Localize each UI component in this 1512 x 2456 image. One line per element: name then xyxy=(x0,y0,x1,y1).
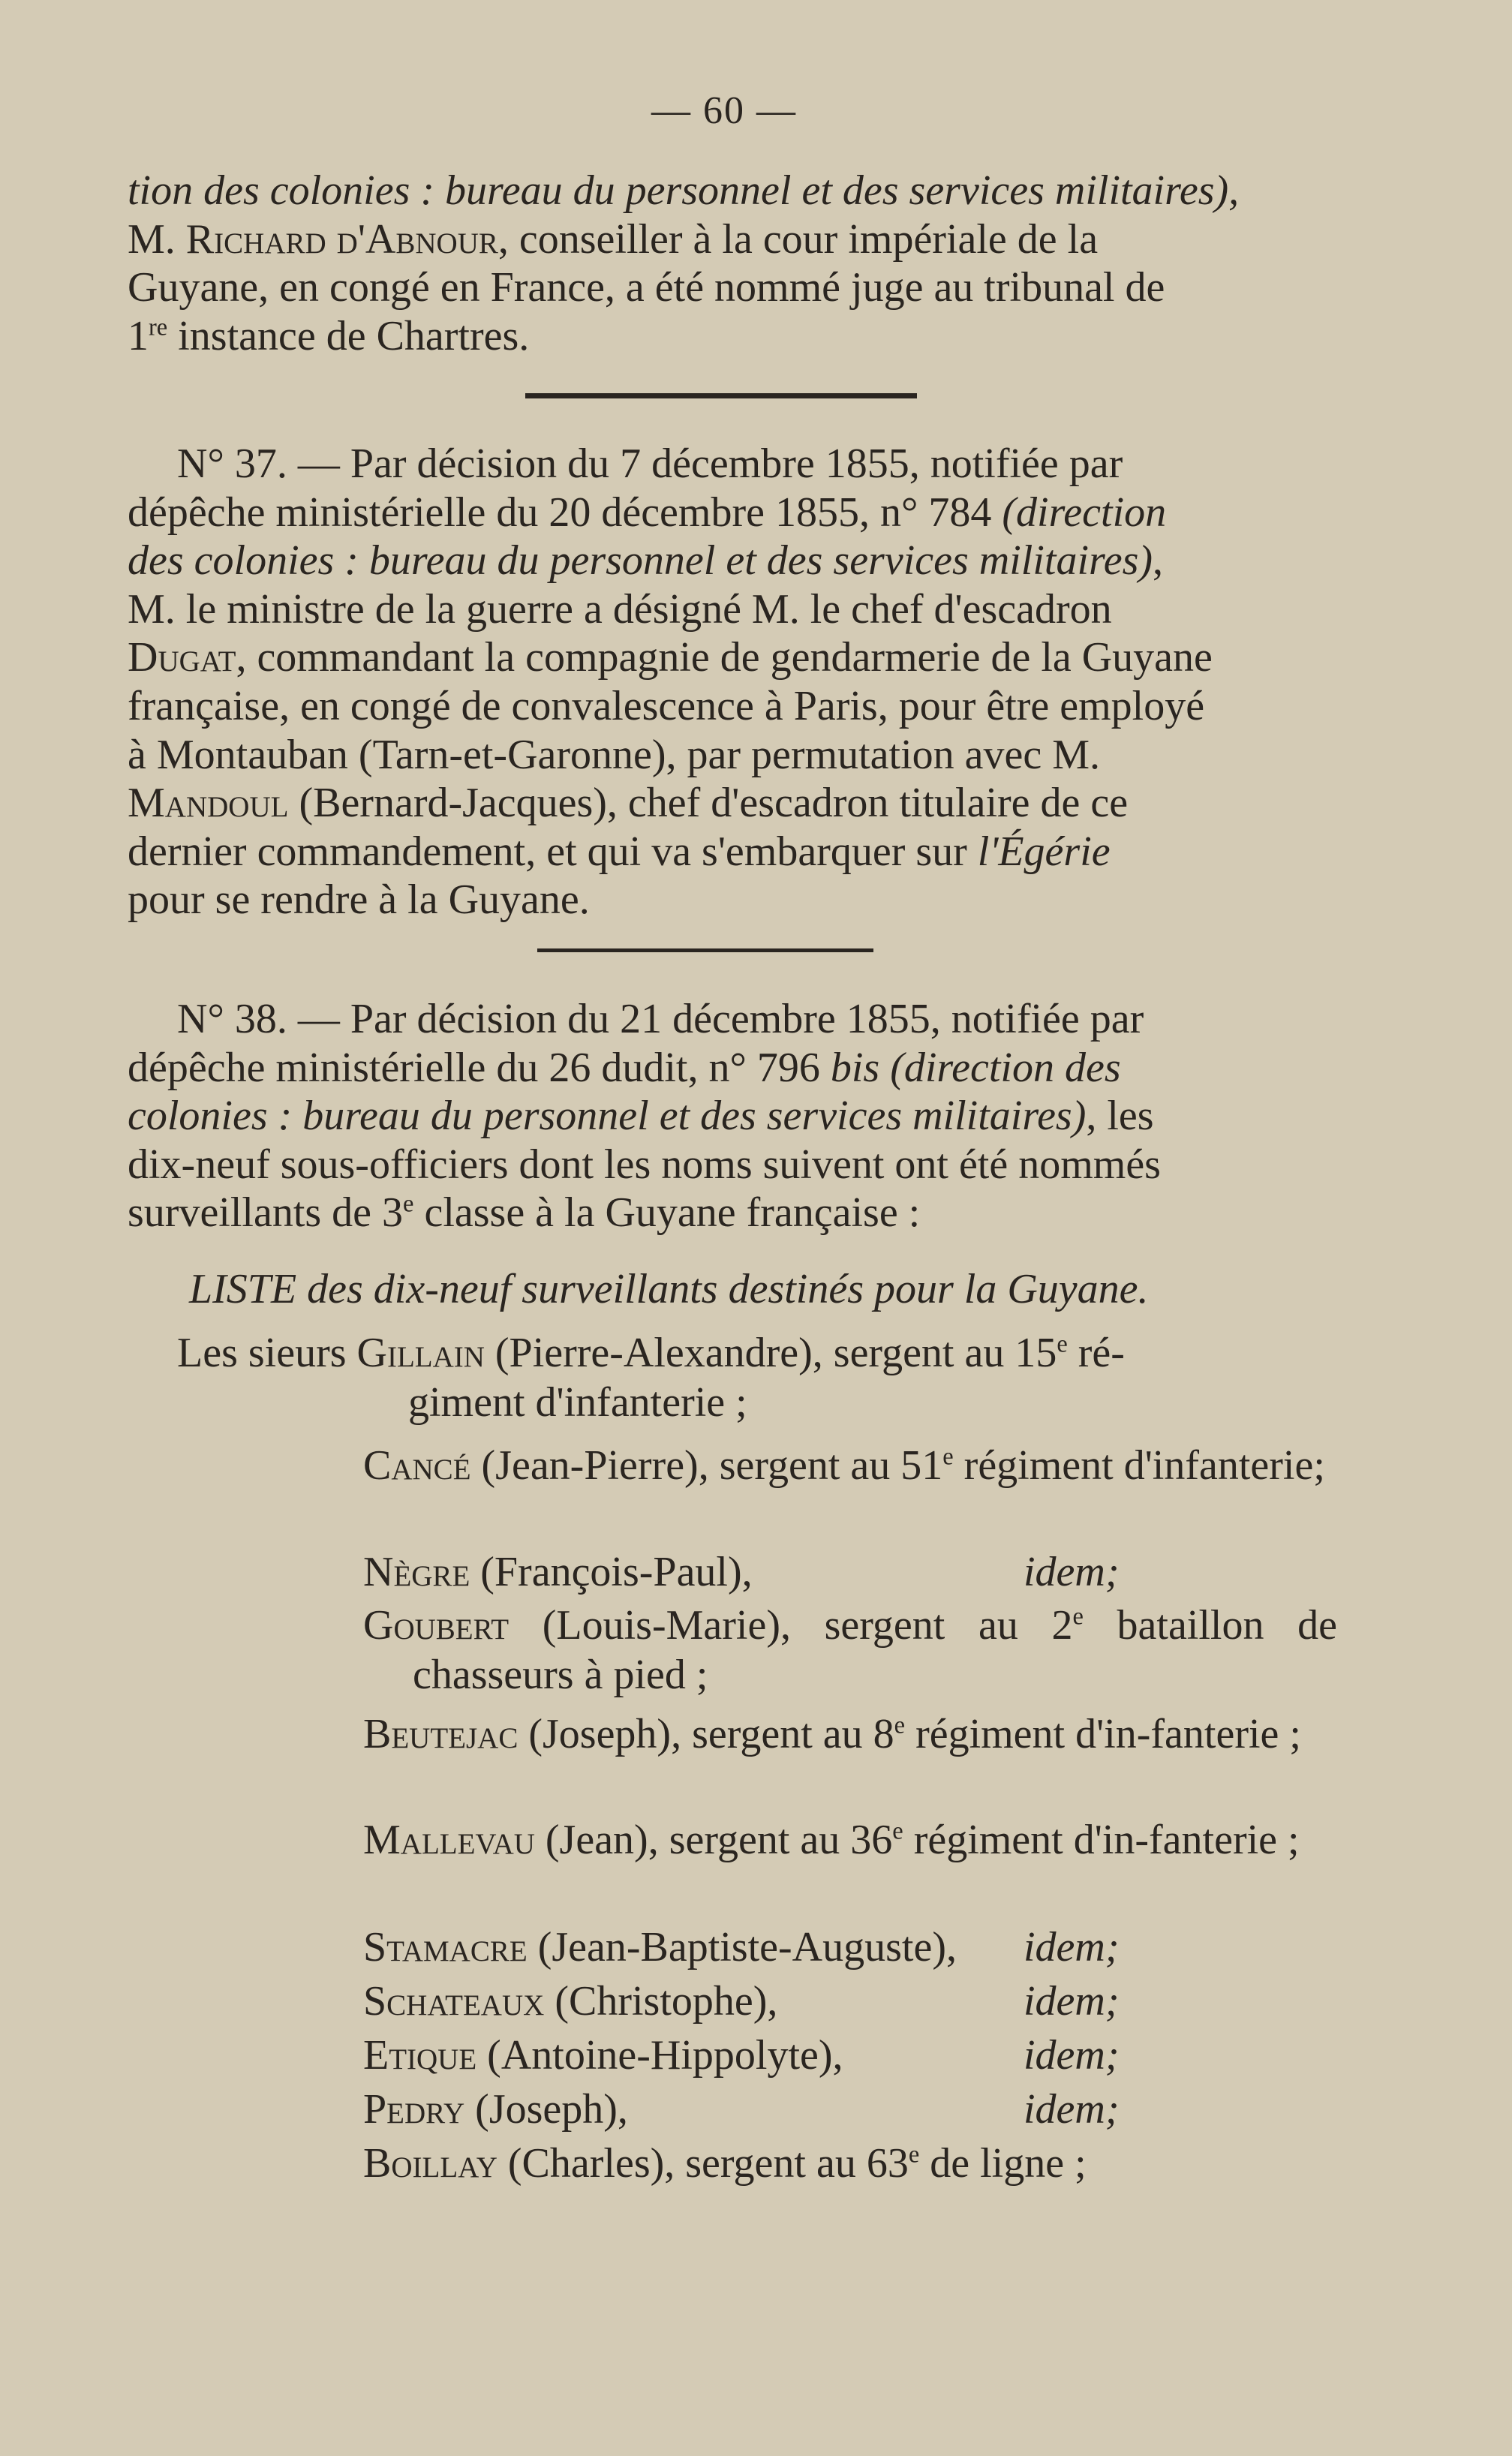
text: régiment d'in-fanterie ; xyxy=(905,1711,1301,1757)
list-item-etique xyxy=(363,2031,1288,2080)
person-name: Boillay xyxy=(363,2140,497,2187)
text: (Pierre-Alexandre), sergent au 15 xyxy=(484,1330,1057,1376)
list-item-negre xyxy=(363,1547,1288,1597)
person-name: Pedry xyxy=(363,2086,465,2133)
superscript: re xyxy=(149,314,168,341)
text: régiment d'infanterie; xyxy=(953,1442,1325,1489)
text-italic: des colonies : bureau du personnel et des services militaires) xyxy=(128,537,1153,585)
text: (Antoine-Hippolyte), xyxy=(476,2032,843,2079)
text-italic: colonies : bureau du personnel et des services militaires) xyxy=(128,1093,1087,1140)
text: (Joseph), xyxy=(464,2086,628,2133)
text: dernier commandement, et qui va s'embarquer sur xyxy=(128,828,978,875)
text: de ligne ; xyxy=(919,2140,1087,2187)
text: classe à la Guyane française : xyxy=(413,1189,921,1237)
text-line: française, en congé de convalescence à Paris, pour être employé xyxy=(128,682,1205,729)
person-name: Mallevau xyxy=(363,1817,535,1863)
idem-note: idem; xyxy=(1024,2086,1120,2133)
superscript: e xyxy=(403,1190,414,1218)
person-name: Mandoul xyxy=(128,780,289,827)
text: (Jean), sergent au 36 xyxy=(534,1817,893,1863)
superscript: e xyxy=(908,2141,920,2169)
text: (Charles), sergent au 63 xyxy=(497,2140,909,2187)
idem-note: idem; xyxy=(1024,1924,1120,1971)
superscript: e xyxy=(1072,1603,1084,1631)
list-item-cance xyxy=(363,1441,1337,1490)
text: dépêche ministérielle du 20 décembre 1855, n° 784 xyxy=(128,488,1002,536)
superscript: e xyxy=(892,1817,903,1845)
paragraph-continuation xyxy=(128,167,1287,360)
separator-rule xyxy=(525,393,917,398)
text: surveillants de 3 xyxy=(128,1189,404,1237)
list-item-goubert xyxy=(363,1601,1337,1700)
superscript: e xyxy=(1057,1330,1068,1358)
idem-note: idem; xyxy=(1024,1978,1120,2025)
text: , les xyxy=(1086,1093,1154,1140)
list-item-mallevau xyxy=(363,1815,1337,1865)
list-item-schateaux xyxy=(363,1977,1288,2026)
person-name: Beutejac xyxy=(363,1711,519,1757)
list-item-boillay xyxy=(363,2139,1288,2188)
page-number: — 60 — xyxy=(651,89,797,132)
text: (Bernard-Jacques), chef d'escadron titulaire de ce xyxy=(288,780,1129,827)
idem-note: idem; xyxy=(1024,1549,1120,1595)
text-line: pour se rendre à la Guyane. xyxy=(128,876,590,924)
text: , xyxy=(1153,537,1164,585)
text: Les sieurs xyxy=(177,1330,357,1376)
person-name: Cancé xyxy=(363,1442,471,1489)
text: M. xyxy=(128,215,186,263)
text-line: Guyane, en congé en France, a été nommé juge au tribunal de xyxy=(128,264,1165,311)
text: , commandant la compagnie de gendarmerie de la Guyane xyxy=(236,634,1213,681)
list-item-stamacre xyxy=(363,1922,1288,1972)
list-item-pedry xyxy=(363,2085,1288,2134)
person-name: Gillain xyxy=(356,1330,485,1376)
text: régiment d'in-fanterie ; xyxy=(903,1817,1300,1863)
person-name: Nègre xyxy=(363,1549,470,1595)
text-italic: tion des colonies : bureau du personnel et des services militaires), xyxy=(128,167,1240,214)
ship-name: l'Égérie xyxy=(977,828,1111,875)
text-italic: (direction xyxy=(1002,488,1167,536)
superscript: e xyxy=(894,1712,906,1739)
superscript: e xyxy=(942,1443,954,1471)
list-item-beutejac xyxy=(363,1709,1337,1759)
text: (François-Paul), xyxy=(470,1549,753,1595)
text: instance de Chartres. xyxy=(167,312,530,359)
idem-note: idem; xyxy=(1024,2032,1120,2079)
text: , conseiller à la cour impériale de la xyxy=(497,215,1099,263)
text: giment d'infanterie ; xyxy=(408,1379,747,1426)
text: (Joseph), sergent au 8 xyxy=(518,1711,894,1757)
person-name: Etique xyxy=(363,2032,477,2079)
person-name: Dugat xyxy=(128,634,236,681)
list-item-gillain xyxy=(177,1328,1288,1427)
text: (Christophe), xyxy=(544,1978,778,2025)
text: bataillon de chasseurs à pied ; xyxy=(413,1602,1337,1698)
list-title: LISTE des dix-neuf surveillants destinés pour la Guyane. xyxy=(189,1266,1149,1312)
text-line: N° 37. — Par décision du 7 décembre 1855, notifiée par xyxy=(177,440,1123,487)
paragraph-no-38 xyxy=(128,995,1287,1237)
text-line: dix-neuf sous-officiers dont les noms suivent ont été nommés xyxy=(128,1141,1161,1188)
person-name: Schateaux xyxy=(363,1978,545,2025)
person-name: Goubert xyxy=(363,1602,510,1649)
text: dépêche ministérielle du 26 dudit, n° 796 xyxy=(128,1044,831,1091)
text: (Jean-Pierre), sergent au 51 xyxy=(470,1442,943,1489)
person-name: Stamacre xyxy=(363,1924,528,1971)
text-line: N° 38. — Par décision du 21 décembre 1855, notifiée par xyxy=(177,996,1144,1042)
text-italic: bis (direction des xyxy=(830,1044,1121,1091)
text: ré- xyxy=(1067,1330,1125,1376)
text-line: M. le ministre de la guerre a désigné M. le chef d'escadron xyxy=(128,585,1112,633)
paragraph-no-37 xyxy=(128,440,1287,924)
text: (Louis-Marie), sergent au 2 xyxy=(509,1602,1073,1649)
person-name: Richard d'Abnour xyxy=(185,215,498,263)
text-line: à Montauban (Tarn-et-Garonne), par permutation avec M. xyxy=(128,731,1100,778)
text: (Jean-Baptiste-Auguste), xyxy=(527,1924,957,1971)
text: 1 xyxy=(128,312,149,359)
separator-rule xyxy=(537,948,873,952)
